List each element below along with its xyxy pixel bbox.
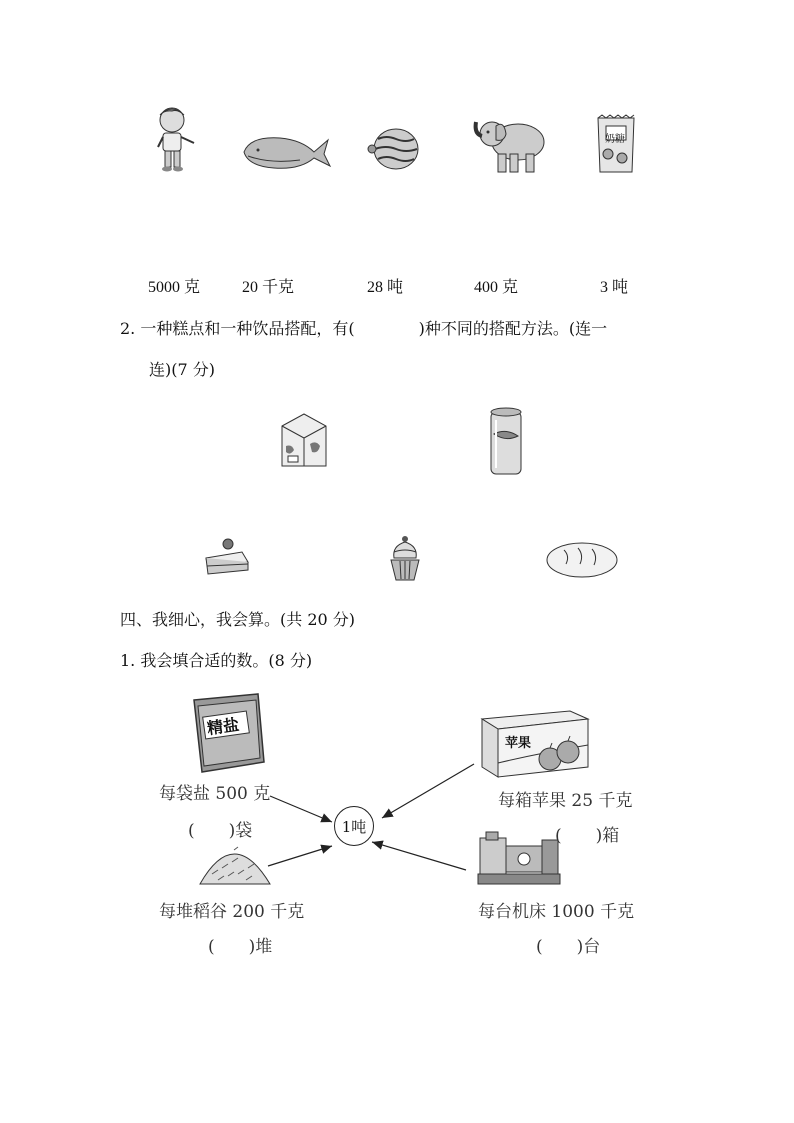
apple-box-label: 苹果: [505, 736, 532, 751]
q1-title: 1. 我会填合适的数。(8 分): [120, 651, 313, 670]
apple-answer-blank[interactable]: ( )箱: [555, 826, 620, 846]
whale-icon: [240, 130, 332, 174]
q2-text-line1: 2. 一种糕点和一种饮品搭配，有( )种不同的搭配方法。(连一: [120, 319, 608, 338]
weight-label-2: 20 千克: [242, 279, 295, 296]
section-4-title: 四、我细心，我会算。(共 20 分): [120, 610, 356, 629]
apple-description: 每箱苹果 25 千克: [498, 791, 633, 811]
candy-label: 奶糖: [605, 134, 625, 145]
cupcake-icon: [388, 534, 422, 582]
arrow-from-rice: [268, 846, 332, 866]
candy-bag-icon: [594, 114, 638, 176]
apple-box-icon: [480, 705, 590, 779]
machine-answer-blank[interactable]: ( )台: [536, 937, 601, 957]
q2-text-line2: 连)(7 分): [149, 360, 215, 379]
elephant-icon: [470, 114, 548, 176]
bread-loaf-icon: [544, 540, 620, 580]
weight-label-4: 400 克: [474, 279, 519, 296]
machine-tool-icon: [476, 828, 562, 888]
cake-slice-icon: [204, 536, 250, 578]
arrow-from-apple: [382, 764, 474, 818]
salt-description: 每袋盐 500 克: [159, 784, 271, 804]
child-icon: [150, 103, 200, 173]
weight-label-1: 5000 克: [148, 279, 201, 296]
salt-answer-blank[interactable]: ( )袋: [188, 821, 253, 841]
rice-description: 每堆稻谷 200 千克: [159, 902, 305, 922]
arrow-from-machine: [372, 842, 466, 870]
watermelon-icon: [366, 125, 422, 173]
milk-carton-icon: [276, 408, 332, 470]
center-label: 1吨: [341, 818, 367, 836]
machine-description: 每台机床 1000 千克: [478, 902, 635, 922]
soda-can-icon: [488, 406, 524, 478]
salt-bag-label: 精盐: [205, 714, 241, 739]
weight-label-3: 28 吨: [367, 279, 404, 296]
arrow-from-salt: [270, 796, 332, 822]
weight-label-5: 3 吨: [600, 279, 629, 296]
rice-answer-blank[interactable]: ( )堆: [208, 937, 273, 957]
